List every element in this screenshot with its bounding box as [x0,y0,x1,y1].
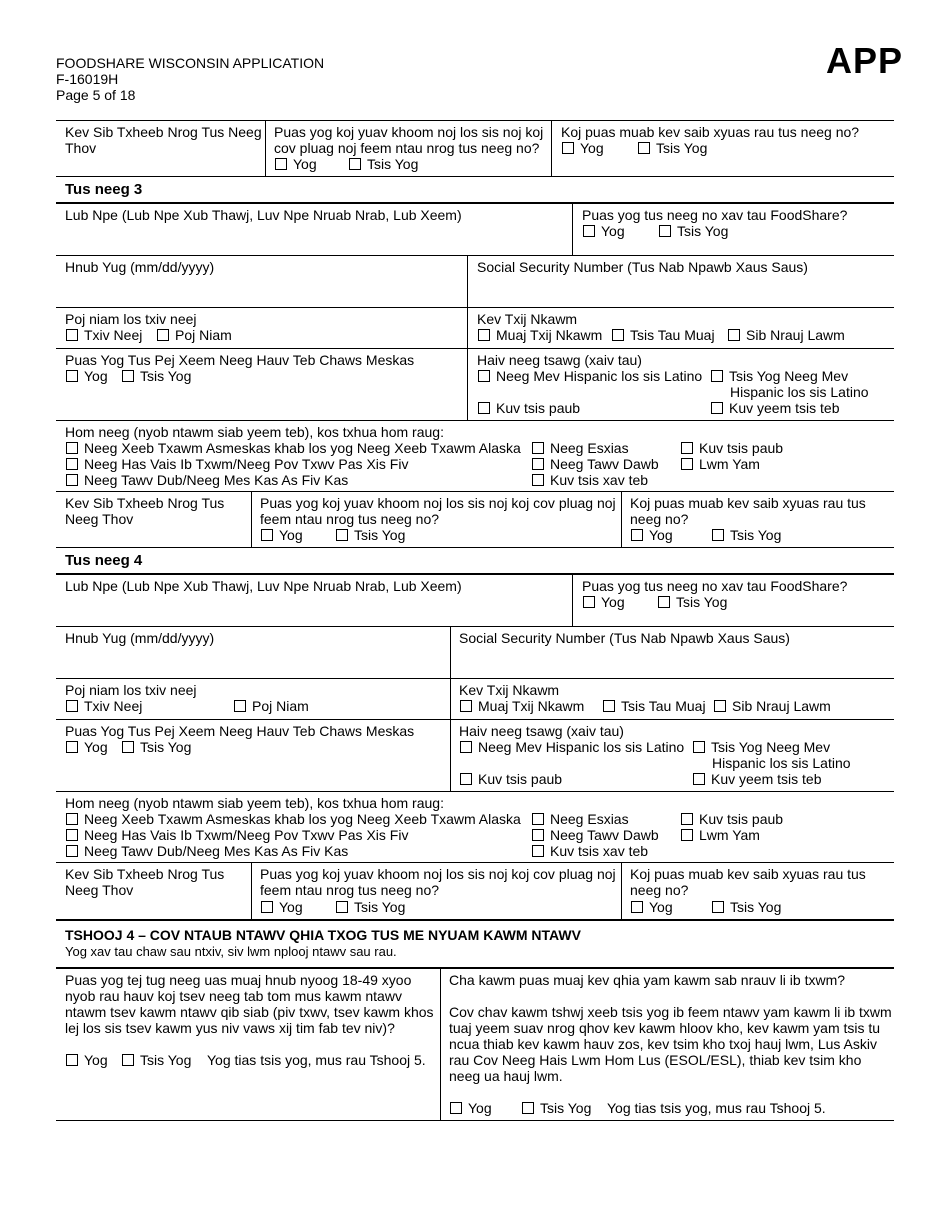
person3-dob-field[interactable]: Hnub Yug (mm/dd/yyyy) [65,259,215,275]
person4-foodshare-no[interactable]: Tsis Yog [658,594,727,610]
person3-ssn-field[interactable]: Social Security Number (Tus Nab Npawb Xaus Saus) [477,259,808,275]
divider [56,420,894,421]
person3-not-hispanic-label-cont: Hispanic los sis Latino [730,384,869,400]
checkbox[interactable] [711,370,723,382]
person3-male-option[interactable]: Txiv Neej [66,327,142,343]
person4-race-asian-option[interactable]: Neeg Esxias [532,811,629,827]
person3-married-option[interactable]: Muaj Txij Nkawm [478,327,602,343]
checkbox[interactable] [66,329,78,341]
checkbox[interactable] [693,773,705,785]
checkbox[interactable] [122,1054,134,1066]
divider [572,574,573,626]
curriculum-skip-note: Yog tias tsis yog, mus rau Tshooj 5. [607,1100,826,1116]
person4-female-option[interactable]: Poj Niam [234,698,309,714]
person4-dob-field[interactable]: Hnub Yug (mm/dd/yyyy) [65,630,215,646]
page-number: Page 5 of 18 [56,87,136,103]
person3-relationship-label: Kev Sib Txheeb Nrog Tus Neeg Thov [65,495,225,527]
person4-citizen-no[interactable]: Tsis Yog [122,739,191,755]
checkbox[interactable] [157,329,169,341]
person3-no-answer-option[interactable]: Kuv yeem tsis teb [711,400,840,416]
checkbox[interactable] [603,700,615,712]
checkbox[interactable] [583,225,595,237]
person3-race-no-answer-option[interactable]: Kuv tsis xav teb [532,472,648,488]
divider [56,307,894,308]
person4-no-answer-option[interactable]: Kuv yeem tsis teb [693,771,822,787]
checkbox[interactable] [711,402,723,414]
care-question: Koj puas muab kev saib xyuas rau tus neeg no? [561,124,860,140]
person4-race-white-option[interactable]: Neeg Tawv Dawb [532,827,659,843]
person3-marital-label: Kev Txij Nkawm [477,311,578,327]
divider [440,968,441,1120]
person4-race-hawaiian-option[interactable]: Neeg Has Vais Ib Txwm/Neeg Pov Txwv Pas Xis Fiv [66,827,408,843]
checkbox[interactable] [478,370,490,382]
checkbox[interactable] [66,1054,78,1066]
student-age-skip-note: Yog tias tsis yog, mus rau Tshooj 5. [207,1052,426,1068]
checkbox[interactable] [522,1102,534,1114]
person3-race-native-option[interactable]: Neeg Xeeb Txawm Asmeskas khab los yog Neeg Xeeb Txawm Alaska [66,440,521,456]
checkbox[interactable] [583,596,595,608]
person4-race-native-option[interactable]: Neeg Xeeb Txawm Asmeskas khab los yog Neeg Xeeb Txawm Alaska [66,811,521,827]
checkbox[interactable] [712,529,724,541]
divider [56,573,894,575]
checkbox[interactable] [234,700,246,712]
checkbox[interactable] [681,442,693,454]
checkbox[interactable] [532,845,544,857]
divider [621,491,622,547]
person3-section-title: Tus neeg 3 [65,181,143,198]
checkbox[interactable] [261,901,273,913]
student-age-yes[interactable]: Yog [66,1052,108,1068]
person4-buy-cook-question: Puas yog koj yuav khoom noj los sis noj koj cov pluag noj feem ntau nrog tus neeg no? [260,866,616,898]
person4-foodshare-yes[interactable]: Yog [583,594,625,610]
checkbox[interactable] [460,773,472,785]
curriculum-explanation: Cov chav kawm tshwj xeeb tsis yog ib feem ntawv yam kawm li ib txwm tuaj yeem suav nrog qhov kev kawm hloov kho, kev kawm yam tsis tu ncua thiab kev kawm hauv zos, kev tsim kho txoj hauj lwm, Lus Askiv rau Cov Neeg Hais Lwm Hom Lus (ESOL/ESL), thiab kev tsim kho neeg ua hauj lwm. [449,1004,892,1084]
section4-subtitle: Yog xav tau chaw sau ntxiv, siv lwm nplooj ntawv sau rau. [65,944,397,959]
divider [621,862,622,919]
person3-sex-label: Poj niam los txiv neej [65,311,197,327]
divider [56,120,894,121]
divider [56,919,894,921]
person4-not-hispanic-option[interactable]: Tsis Yog Neeg Mev [693,739,830,755]
divider [56,202,894,204]
person3-foodshare-question: Puas yog tus neeg no xav tau FoodShare? [582,207,848,223]
person4-not-hispanic-label-cont: Hispanic los sis Latino [712,755,851,771]
person3-race-label: Hom neeg (nyob ntawm siab yeem teb), kos txhua hom raug: [65,424,444,440]
checkbox[interactable] [349,158,361,170]
checkbox[interactable] [631,529,643,541]
checkbox[interactable] [460,700,472,712]
checkbox[interactable] [638,142,650,154]
checkbox[interactable] [122,741,134,753]
person3-not-hispanic-option[interactable]: Tsis Yog Neeg Mev [711,368,848,384]
form-title: FOODSHARE WISCONSIN APPLICATION [56,55,325,71]
form-code: F-16019H [56,71,119,87]
checkbox[interactable] [66,845,78,857]
person3-foodshare-yes[interactable]: Yog [583,223,625,239]
divider [251,862,252,919]
person4-race-no-answer-option[interactable]: Kuv tsis xav teb [532,843,648,859]
curriculum-question: Cha kawm puas muaj kev qhia yam kawm sab nrauv li ib txwm? [449,972,846,988]
person4-unknown-option[interactable]: Kuv tsis paub [460,771,562,787]
person3-race-other-option[interactable]: Lwm Yam [681,456,760,472]
care-no-option[interactable]: Tsis Yog [638,140,707,156]
checkbox[interactable] [532,813,544,825]
person4-care-yes[interactable]: Yog [631,899,673,915]
checkbox[interactable] [66,474,78,486]
person3-buy-cook-yes[interactable]: Yog [261,527,303,543]
checkbox[interactable] [712,901,724,913]
student-age-question: Puas yog tej tug neeg uas muaj hnub nyoog 18-49 xyoo nyob rau hauv koj tsev neeg tab tom mus kawm ntawv ntawm tsev kawm ntawv qib siab (piv txwv, tsev kawm khos lej los sis tsev kawm yus niv vaws xij tim fab tev niv)? [65,972,434,1036]
checkbox[interactable] [66,741,78,753]
person4-buy-cook-yes[interactable]: Yog [261,899,303,915]
person3-care-yes[interactable]: Yog [631,527,673,543]
checkbox[interactable] [122,370,134,382]
person3-unknown-option[interactable]: Kuv tsis paub [478,400,580,416]
person3-divorced-option[interactable]: Sib Nrauj Lawm [728,327,845,343]
divider [56,862,894,863]
divider [56,1120,894,1121]
person4-name-field[interactable]: Lub Npe (Lub Npe Xub Thawj, Luv Npe Nruab Nrab, Lub Xeem) [65,578,462,594]
divider [450,626,451,791]
checkbox[interactable] [66,370,78,382]
person4-care-question: Koj puas muab kev saib xyuas rau tus neeg no? [630,866,866,898]
checkbox[interactable] [532,829,544,841]
checkbox[interactable] [478,329,490,341]
person4-never-married-option[interactable]: Tsis Tau Muaj [603,698,706,714]
person4-sex-label: Poj niam los txiv neej [65,682,197,698]
app-badge: APP [826,40,904,81]
checkbox[interactable] [450,1102,462,1114]
checkbox[interactable] [532,458,544,470]
relationship-label: Kev Sib Txheeb Nrog Tus Neeg Thov [65,124,262,156]
checkbox[interactable] [681,813,693,825]
divider [551,120,552,176]
checkbox[interactable] [336,901,348,913]
checkbox[interactable] [658,596,670,608]
checkbox[interactable] [66,700,78,712]
person4-divorced-option[interactable]: Sib Nrauj Lawm [714,698,831,714]
person3-race-white-option[interactable]: Neeg Tawv Dawb [532,456,659,472]
person4-care-no[interactable]: Tsis Yog [712,899,781,915]
person3-care-no[interactable]: Tsis Yog [712,527,781,543]
care-yes-option[interactable]: Yog [562,140,604,156]
section4-title: TSHOOJ 4 – COV NTAUB NTAWV QHIA TXOG TUS ME NYUAM KAWM NTAWV [65,927,581,943]
person4-married-option[interactable]: Muaj Txij Nkawm [460,698,584,714]
checkbox[interactable] [66,442,78,454]
person4-race-unknown-option[interactable]: Kuv tsis paub [681,811,783,827]
person3-name-field[interactable]: Lub Npe (Lub Npe Xub Thawj, Luv Npe Nruab Nrab, Lub Xeem) [65,207,462,223]
checkbox[interactable] [66,829,78,841]
person3-ethnicity-label: Haiv neeg tsawg (xaiv tau) [477,352,642,368]
checkbox[interactable] [478,402,490,414]
person4-race-other-option[interactable]: Lwm Yam [681,827,760,843]
divider [56,176,894,177]
checkbox[interactable] [728,329,740,341]
divider [56,255,894,256]
divider [467,255,468,420]
person4-buy-cook-no[interactable]: Tsis Yog [336,899,405,915]
buy-cook-no-option[interactable]: Tsis Yog [349,156,418,172]
person4-citizen-question: Puas Yog Tus Pej Xeem Neeg Hauv Teb Chaws Meskas [65,723,415,739]
checkbox[interactable] [532,474,544,486]
person4-race-label: Hom neeg (nyob ntawm siab yeem teb), kos txhua hom raug: [65,795,444,811]
person4-foodshare-question: Puas yog tus neeg no xav tau FoodShare? [582,578,848,594]
checkbox[interactable] [612,329,624,341]
divider [56,491,894,492]
person4-section-title: Tus neeg 4 [65,552,143,569]
person3-citizen-no[interactable]: Tsis Yog [122,368,191,384]
checkbox[interactable] [659,225,671,237]
person3-care-question: Koj puas muab kev saib xyuas rau tus neeg no? [630,495,866,527]
person4-race-black-option[interactable]: Neeg Tawv Dub/Neeg Mes Kas As Fiv Kas [66,843,348,859]
person3-female-option[interactable]: Poj Niam [157,327,232,343]
person4-hispanic-option[interactable]: Neeg Mev Hispanic los sis Latino [460,739,684,755]
person3-citizen-question: Puas Yog Tus Pej Xeem Neeg Hauv Teb Chaws Meskas [65,352,415,368]
checkbox[interactable] [66,813,78,825]
checkbox[interactable] [532,442,544,454]
buy-cook-question: Puas yog koj yuav khoom noj los sis noj koj cov pluag noj feem ntau nrog tus neeg no? [274,124,544,156]
checkbox[interactable] [460,741,472,753]
checkbox[interactable] [693,741,705,753]
person4-citizen-yes[interactable]: Yog [66,739,108,755]
checkbox[interactable] [275,158,287,170]
person4-ethnicity-label: Haiv neeg tsawg (xaiv tau) [459,723,624,739]
person4-marital-label: Kev Txij Nkawm [459,682,560,698]
person3-race-asian-option[interactable]: Neeg Esxias [532,440,629,456]
person3-race-hawaiian-option[interactable]: Neeg Has Vais Ib Txwm/Neeg Pov Txwv Pas Xis Fiv [66,456,408,472]
student-age-no[interactable]: Tsis Yog [122,1052,191,1068]
divider [251,491,252,547]
checkbox[interactable] [562,142,574,154]
person3-citizen-yes[interactable]: Yog [66,368,108,384]
divider [572,203,573,255]
divider [56,719,894,720]
buy-cook-yes-option[interactable]: Yog [275,156,317,172]
curriculum-no[interactable]: Tsis Yog [522,1100,591,1116]
person3-buy-cook-question: Puas yog koj yuav khoom noj los sis noj koj cov pluag noj feem ntau nrog tus neeg no? [260,495,616,527]
checkbox[interactable] [681,829,693,841]
divider [56,967,894,969]
divider [56,626,894,627]
checkbox[interactable] [714,700,726,712]
divider [265,120,266,176]
person4-male-option[interactable]: Txiv Neej [66,698,142,714]
curriculum-yes[interactable]: Yog [450,1100,492,1116]
divider [56,348,894,349]
person3-buy-cook-no[interactable]: Tsis Yog [336,527,405,543]
person3-race-unknown-option[interactable]: Kuv tsis paub [681,440,783,456]
checkbox[interactable] [681,458,693,470]
checkbox[interactable] [336,529,348,541]
divider [56,791,894,792]
person3-race-black-option[interactable]: Neeg Tawv Dub/Neeg Mes Kas As Fiv Kas [66,472,348,488]
person3-hispanic-option[interactable]: Neeg Mev Hispanic los sis Latino [478,368,702,384]
checkbox[interactable] [261,529,273,541]
person3-never-married-option[interactable]: Tsis Tau Muaj [612,327,715,343]
divider [56,547,894,548]
person4-relationship-label: Kev Sib Txheeb Nrog Tus Neeg Thov [65,866,225,898]
checkbox[interactable] [66,458,78,470]
person3-foodshare-no[interactable]: Tsis Yog [659,223,728,239]
person4-ssn-field[interactable]: Social Security Number (Tus Nab Npawb Xaus Saus) [459,630,790,646]
checkbox[interactable] [631,901,643,913]
divider [56,678,894,679]
